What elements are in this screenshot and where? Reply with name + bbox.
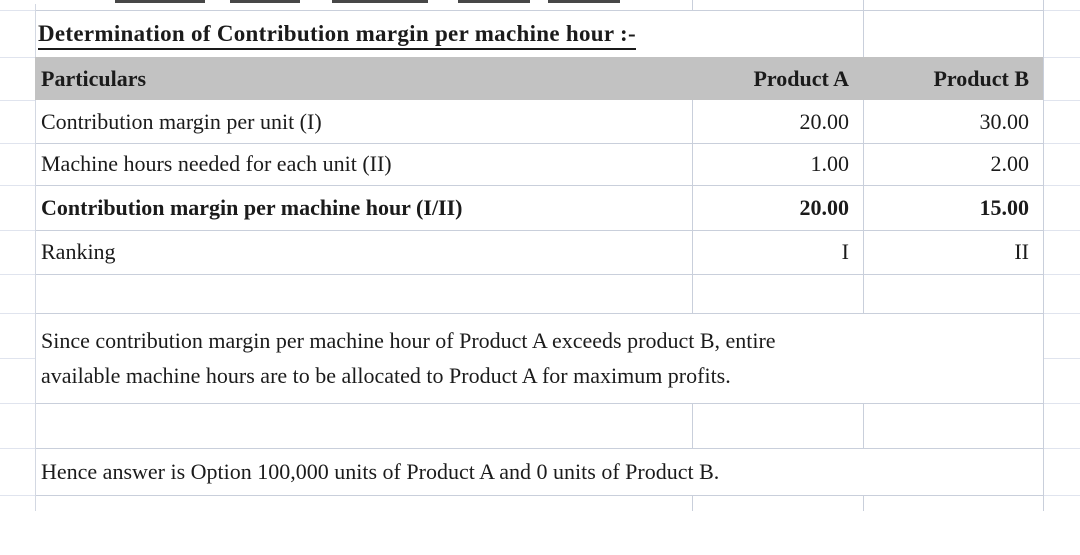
product-b-value-cell[interactable]: 30.00 — [979, 108, 1029, 134]
column-header-product-b[interactable]: Product B — [933, 65, 1029, 91]
cutoff-text-remnant — [548, 0, 620, 3]
empty-cell[interactable] — [863, 403, 1043, 448]
empty-cell[interactable] — [692, 495, 863, 511]
gridline — [1043, 403, 1080, 404]
gridline — [0, 403, 35, 404]
gridline — [0, 274, 35, 275]
empty-cell[interactable] — [692, 274, 863, 313]
gridline — [1043, 358, 1080, 359]
table-row — [35, 100, 1043, 143]
gridline — [0, 10, 35, 11]
gridline — [0, 185, 35, 186]
gridline — [1043, 274, 1080, 275]
cutoff-text-remnant — [230, 0, 300, 3]
gridline — [0, 100, 35, 101]
page-title: Determination of Contribution margin per machine hour :- — [38, 21, 636, 50]
gridline — [1043, 230, 1080, 231]
table-row — [35, 230, 1043, 274]
gridline — [0, 358, 35, 359]
answer-text: Hence answer is Option 100,000 units of Product A and 0 units of Product B. — [41, 458, 720, 484]
empty-row — [35, 274, 1043, 313]
product-a-value-cell[interactable]: 20.00 — [799, 108, 849, 134]
product-b-value-cell[interactable]: 15.00 — [979, 194, 1029, 220]
gridline — [692, 0, 693, 10]
gridline — [1043, 10, 1080, 11]
empty-cell[interactable] — [35, 495, 692, 511]
empty-cell[interactable] — [35, 403, 692, 448]
gridline — [1043, 57, 1080, 58]
gridline — [0, 57, 35, 58]
product-a-value-cell[interactable]: I — [841, 239, 849, 264]
conclusion-text-cell[interactable] — [35, 313, 776, 403]
product-a-value-cell[interactable]: 1.00 — [810, 151, 849, 176]
gridline — [1043, 185, 1080, 186]
conclusion-row — [35, 313, 1043, 403]
empty-cell[interactable] — [863, 495, 1043, 511]
table-row — [35, 143, 1043, 185]
analysis-table — [35, 10, 1043, 511]
row-label-cell[interactable]: Ranking — [41, 239, 116, 264]
gridline — [0, 313, 35, 314]
empty-cell[interactable] — [692, 403, 863, 448]
gridline — [0, 143, 35, 144]
cutoff-text-remnant — [458, 0, 530, 3]
column-header-product-a[interactable]: Product A — [753, 65, 849, 91]
row-label-cell[interactable]: Machine hours needed for each unit (II) — [41, 151, 392, 176]
partial-row — [35, 495, 1043, 511]
gridline — [0, 495, 35, 496]
product-a-value-cell[interactable]: 20.00 — [799, 194, 849, 220]
gridline — [1043, 100, 1080, 101]
column-header-particulars[interactable]: Particulars — [41, 65, 147, 91]
empty-cell[interactable] — [863, 10, 1043, 57]
cutoff-text-remnant — [115, 0, 205, 3]
title-row — [35, 10, 1043, 57]
empty-cell[interactable] — [35, 274, 692, 313]
empty-row — [35, 403, 1043, 448]
answer-row — [35, 448, 1043, 495]
gridline — [1043, 448, 1080, 449]
title-cell[interactable] — [35, 10, 863, 57]
gridline — [1043, 0, 1044, 511]
gridline — [1043, 313, 1080, 314]
product-b-value-cell[interactable]: 2.00 — [990, 151, 1029, 176]
answer-text-cell[interactable] — [35, 448, 1043, 495]
product-b-value-cell[interactable]: II — [1014, 239, 1029, 264]
gridline — [1043, 143, 1080, 144]
table-header-row — [35, 57, 1043, 100]
cutoff-text-remnant — [332, 0, 428, 3]
row-label-cell[interactable]: Contribution margin per unit (I) — [41, 108, 322, 134]
conclusion-line-2: available machine hours are to be allocated to Product A for maximum profits. — [41, 363, 731, 388]
gridline — [1043, 495, 1080, 496]
table-row — [35, 185, 1043, 230]
gridline — [0, 448, 35, 449]
empty-cell[interactable] — [863, 274, 1043, 313]
gridline — [0, 230, 35, 231]
row-label-cell[interactable]: Contribution margin per machine hour (I/II) — [41, 194, 463, 220]
conclusion-line-1: Since contribution margin per machine hour of Product A exceeds product B, entire — [41, 328, 776, 353]
